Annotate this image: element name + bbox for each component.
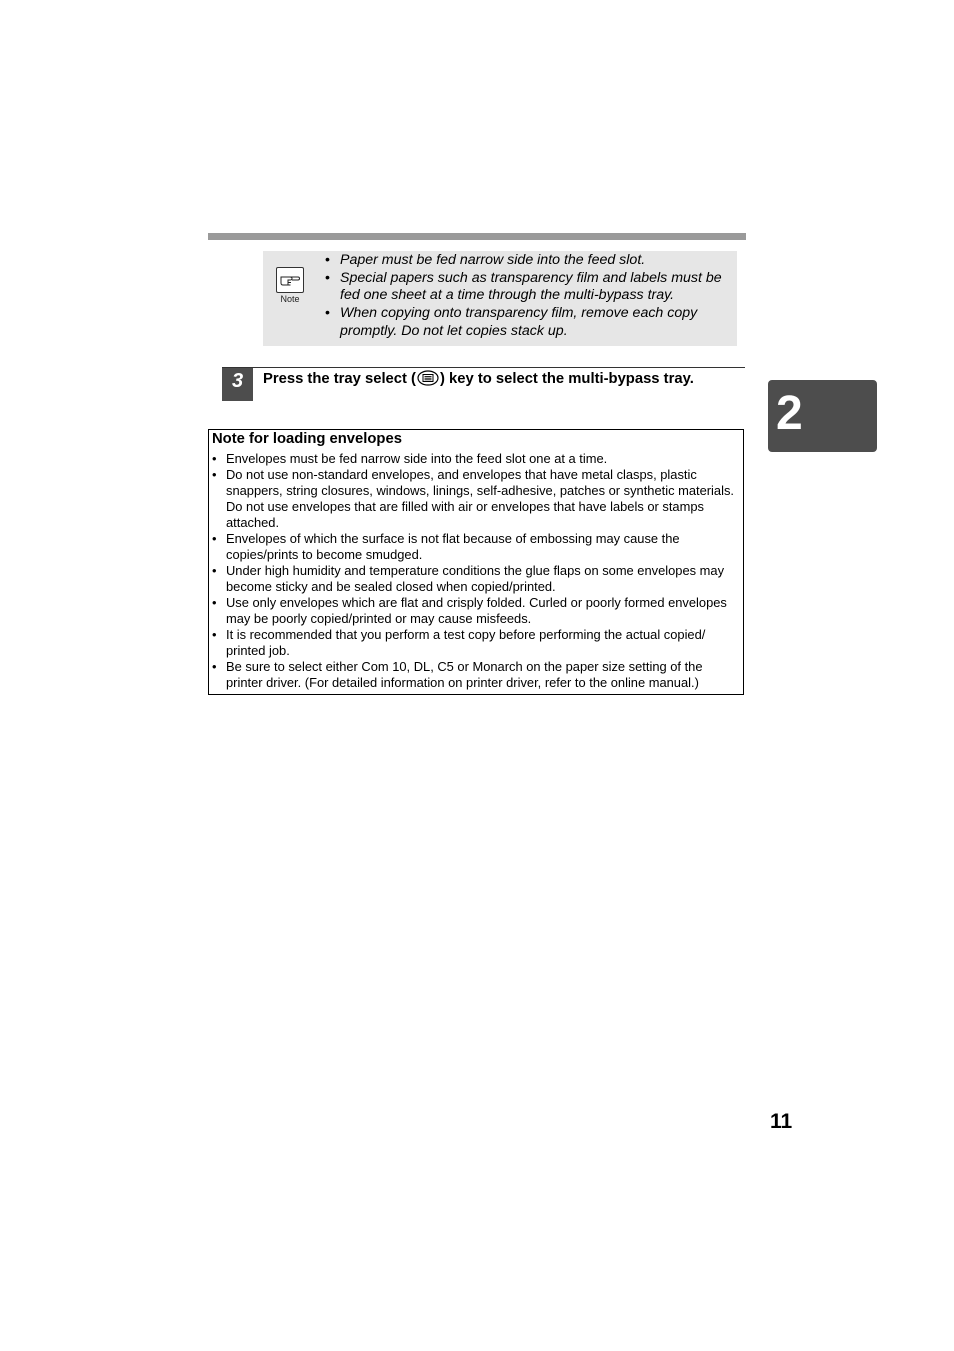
step-rule: [222, 367, 745, 368]
note-icon-label: Note: [280, 294, 300, 304]
list-item: • Be sure to select either Com 10, DL, C5 or Monarch on the paper size setting of the printer driver. (For detailed information on printer driver, refer to the online manual.): [212, 659, 738, 691]
list-item: • Paper must be fed narrow side into the feed slot.: [325, 252, 729, 270]
step-text-after: ) key to select the multi-bypass tray.: [439, 371, 694, 387]
section-top-rule: [208, 233, 746, 240]
note-box: [263, 251, 737, 346]
envelope-note-box: [208, 429, 744, 695]
step-instruction: [263, 370, 743, 391]
list-item: • When copying onto transparency film, remove each copy promptly. Do not let copies stack up.: [325, 305, 729, 340]
envelope-note-list: [212, 451, 738, 691]
list-item: • Special papers such as transparency film and labels must be fed one sheet at a time through the multi-bypass tray.: [325, 270, 729, 305]
chapter-tab: [768, 380, 877, 452]
list-item: • Envelopes of which the surface is not flat because of embossing may cause the copies/prints to become smudged.: [212, 531, 738, 563]
pointing-hand-icon: [276, 267, 304, 293]
chapter-number: 2: [776, 387, 803, 440]
list-item: • Do not use non-standard envelopes, and envelopes that have metal clasps, plastic snappers, string closures, windows, linings, self-adhesive, patches or synthetic materials. Do not use envelopes that are filled with air or envelopes that have labels or stamps attached.: [212, 467, 738, 531]
page-number: 11: [770, 1110, 793, 1133]
note-list: [325, 252, 729, 341]
list-item: • Use only envelopes which are flat and crisply folded. Curled or poorly formed envelopes may be poorly copied/printed or may cause misfeeds.: [212, 595, 738, 627]
list-item: • It is recommended that you perform a test copy before performing the actual copied/ printed job.: [212, 627, 738, 659]
tray-select-key-icon: [417, 370, 439, 391]
list-item: • Envelopes must be fed narrow side into the feed slot one at a time.: [212, 451, 738, 467]
step-text-before: Press the tray select (: [263, 371, 416, 387]
step-number: 3: [222, 368, 253, 401]
envelope-note-title: Note for loading envelopes: [212, 431, 402, 447]
list-item: • Under high humidity and temperature conditions the glue flaps on some envelopes may become sticky and be sealed closed when copied/printed.: [212, 563, 738, 595]
note-icon-group: [276, 267, 304, 307]
